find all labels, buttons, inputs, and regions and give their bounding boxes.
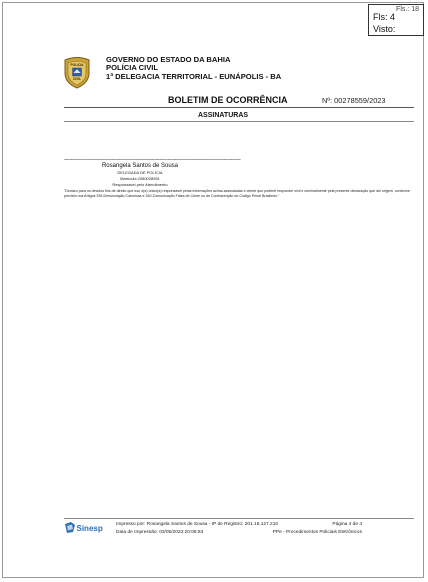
header-precinct: 1ª DELEGACIA TERRITORIAL - EUNÁPOLIS - BA xyxy=(106,71,282,81)
badge-label-top: POLICIA xyxy=(70,63,84,67)
print-date: Data de Impressão: 03/05/2023 20:06:53 xyxy=(116,530,204,535)
sinesp-logo-icon xyxy=(64,521,108,535)
page-number: Página 4 de 4 xyxy=(332,522,362,527)
stamp-fls: Fls: 4 xyxy=(373,12,396,22)
printed-by: Impresso por: Rosangela Santos de Sousa - IP de Registro: 201.18.127.210 xyxy=(116,522,279,527)
signer-name: Rosangela Santos de Sousa xyxy=(101,163,179,169)
police-badge-icon xyxy=(62,55,92,89)
stamp-fls-top: Fls.: 18 xyxy=(396,6,419,13)
signer-registration: Matrícula 2080028951 xyxy=(120,176,160,181)
signer-role: DELEGADA DE POLÍCIA xyxy=(117,170,163,175)
badge-label-bottom: CIVIL xyxy=(72,77,82,81)
footer-divider xyxy=(64,518,414,519)
header-government: GOVERNO DO ESTADO DA BAHIA xyxy=(106,55,231,64)
section-divider xyxy=(64,121,414,122)
header-police: POLÍCIA CIVIL xyxy=(106,63,159,73)
institution-header xyxy=(106,56,281,81)
document-title: BOLETIM DE OCORRÊNCIA xyxy=(168,95,288,105)
declaration-text: "Declaro para os devidos fins de direito que sou o(a) único(a) responsável pelas informações acima assinaladas e ciente que poderei responder civil e criminalmente pela presente declaração que dei origem, conforme previsto nos Artigos 339-Denunciação Caluniosa e 340-Comunicação Falsa de Crime ou de Contravenção do Código Penal Brasileiro." xyxy=(64,189,410,198)
page-stamp xyxy=(368,4,424,36)
section-title: ASSINATURAS xyxy=(198,112,249,119)
document-number: Nº: 00278559/2023 xyxy=(322,96,386,105)
title-divider xyxy=(64,107,414,108)
signer-responsibility: Responsável pelo Atendimento xyxy=(112,182,168,187)
logo-text: Sinesp xyxy=(76,524,103,533)
signature-line: -------------------------------------------------------------------------------------------------------- xyxy=(64,157,241,163)
system-name: PPe - Procedimentos Policiais Eletrônicos xyxy=(272,530,362,535)
stamp-visto: Visto: xyxy=(373,24,396,34)
